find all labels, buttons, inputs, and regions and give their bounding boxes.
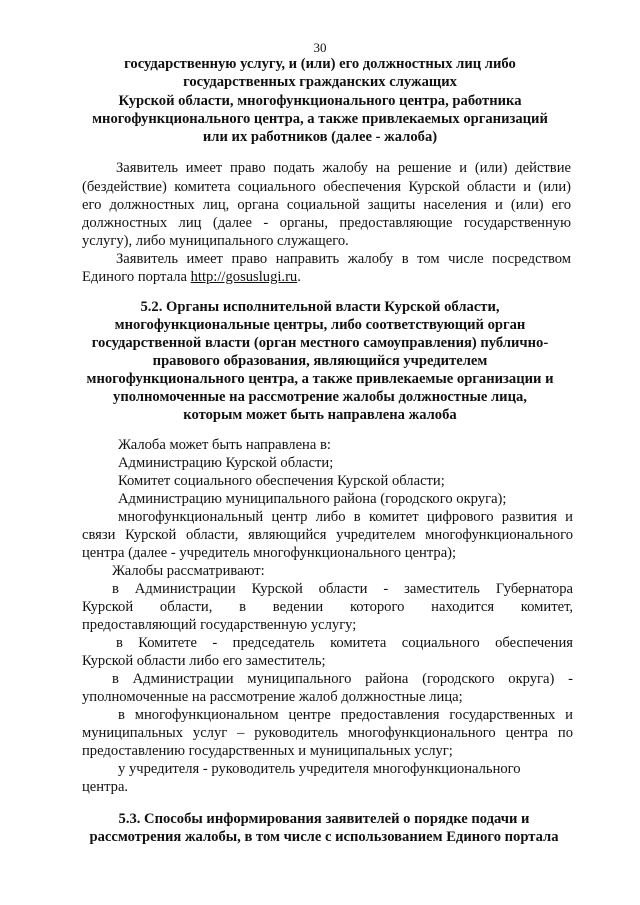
list-item: Курской области, в ведении которого находится комитет, <box>82 599 573 615</box>
gosuslugi-link[interactable]: http://gosuslugi.ru <box>190 269 298 285</box>
paragraph-line: его должностных лиц, органа социальной защиты населения и (или) его <box>82 197 571 213</box>
list-item: Комитет социального обеспечения Курской области; <box>118 473 445 489</box>
list-item: связи Курской области, являющийся учредителем многофункционального <box>82 527 573 543</box>
list-item: в многофункциональном центре предоставления государственных и <box>118 707 573 723</box>
list-item: в Комитете - председатель комитета социального обеспечения <box>116 635 573 651</box>
list-item: у учредителя - руководитель учредителя многофункционального <box>118 761 521 777</box>
list-item: в Администрации Курской области - заместитель Губернатора <box>112 581 573 597</box>
list-item: Администрацию Курской области; <box>118 455 334 471</box>
section-heading-5-3: 5.3. Способы информирования заявителей о порядке подачи и <box>118 811 530 827</box>
heading-line: многофункционального центра, а также привлекаемые организации и <box>86 371 554 387</box>
heading-line: государственную услугу, и (или) его должностных лиц либо <box>124 56 516 72</box>
list-item: центра (далее - учредитель многофункционального центра); <box>82 545 457 561</box>
text-fragment: . <box>297 269 301 285</box>
heading-line: которым может быть направлена жалоба <box>183 407 457 423</box>
paragraph-line: услугу), либо муниципального служащего. <box>82 233 349 249</box>
heading-line: уполномоченные на рассмотрение жалобы должностные лица, <box>113 389 527 405</box>
list-item: предоставлению государственных и муниципальных услуг; <box>82 743 453 759</box>
list-item: Администрацию муниципального района (городского округа); <box>118 491 507 507</box>
heading-line: Курской области, многофункционального центра, работника <box>118 93 522 109</box>
heading-line: государственной власти (орган местного самоуправления) публично- <box>91 335 549 351</box>
paragraph-line: (бездействие) комитета социального обеспечения Курской области и (или) <box>82 179 571 195</box>
list-item: Жалоба может быть направлена в: <box>118 437 331 453</box>
list-item: Курской области либо его заместитель; <box>82 653 326 669</box>
list-item: многофункциональный центр либо в комитет цифрового развития и <box>118 509 573 525</box>
list-item: муниципальных услуг – руководитель многофункционального центра по <box>82 725 573 741</box>
list-item: в Администрации муниципального района (городского округа) - <box>112 671 573 687</box>
section-heading-5-2: 5.2. Органы исполнительной власти Курской области, <box>140 299 500 315</box>
page-number: 30 <box>313 40 327 55</box>
list-item: центра. <box>82 779 129 795</box>
heading-line: многофункционального центра, а также привлекаемых организаций <box>92 111 548 127</box>
paragraph-line: Заявитель имеет право подать жалобу на решение и (или) действие <box>116 160 571 176</box>
text-fragment: Единого портала <box>82 269 191 285</box>
paragraph-line: должностных лиц (далее - органы, предоставляющие государственную <box>82 215 571 231</box>
list-item: Жалобы рассматривают: <box>112 563 265 579</box>
list-item: предоставляющий государственную услугу; <box>82 617 357 633</box>
heading-line: правового образования, являющийся учредителем <box>152 353 488 369</box>
heading-line: многофункциональные центры, либо соответствующий орган <box>114 317 526 333</box>
paragraph-line: Заявитель имеет право направить жалобу в том числе посредством <box>116 251 571 267</box>
heading-line: или их работников (далее - жалоба) <box>202 129 438 145</box>
heading-line: государственных гражданских служащих <box>183 74 457 90</box>
paragraph-line <box>82 268 301 286</box>
heading-line: рассмотрения жалобы, в том числе с использованием Единого портала <box>89 829 559 845</box>
list-item: уполномоченные на рассмотрение жалоб должностные лица; <box>82 689 463 705</box>
